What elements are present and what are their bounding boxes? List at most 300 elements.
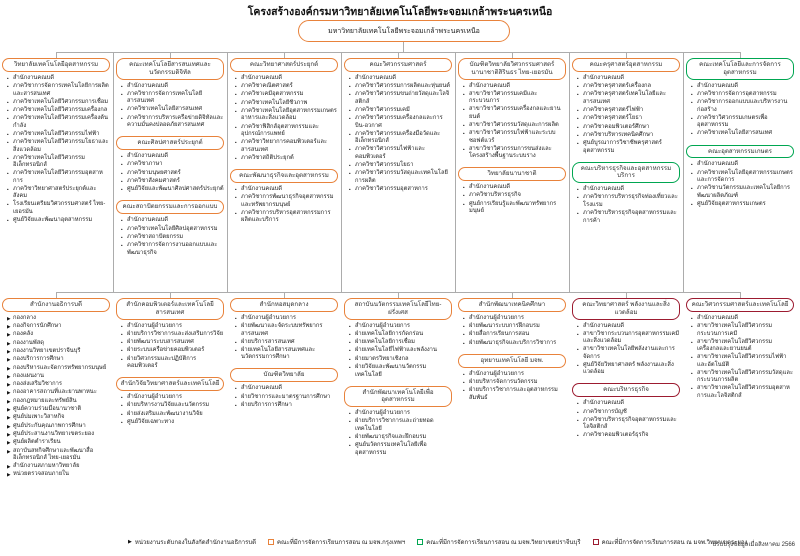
dot-bullet-icon: • [235, 402, 237, 408]
org-unit-label: ศูนย์ประกันคุณภาพการศึกษา [13, 422, 86, 429]
dot-bullet-icon: • [121, 356, 123, 362]
org-unit-item [691, 323, 794, 338]
org-unit-item [577, 91, 680, 106]
org-unit-label: โรงเรียนเตรียมวิศวกรรมศาสตร์ ไทย-เยอรมัน [13, 201, 106, 215]
dot-bullet-icon: • [577, 331, 579, 337]
dot-bullet-icon: • [349, 340, 351, 346]
dot-bullet-icon: • [7, 217, 9, 223]
dot-bullet-icon: • [577, 141, 579, 147]
org-unit-item [691, 315, 794, 323]
dot-bullet-icon: • [349, 116, 351, 122]
dot-bullet-icon: • [349, 75, 351, 81]
dot-bullet-icon: • [691, 370, 693, 376]
org-unit-item [7, 381, 110, 389]
org-unit-item [463, 331, 566, 339]
connector-line [403, 42, 404, 52]
arrow-bullet-icon: ▶ [7, 464, 11, 470]
org-unit-item [235, 155, 338, 163]
org-box: สำนักหอสมุดกลาง [230, 298, 338, 312]
org-unit-label: สำนักงานผู้อำนวยการ [355, 322, 410, 329]
dot-bullet-icon: • [691, 324, 693, 330]
arrow-bullet-icon: ▶ [7, 332, 11, 338]
faculty-column-7 [686, 58, 794, 264]
prachinburi-swatch-icon [417, 539, 423, 545]
org-unit-label: ศูนย์วิจัยอุตสาหกรรมเกษตร [697, 200, 766, 207]
dot-bullet-icon: • [691, 355, 693, 361]
dot-bullet-icon: • [463, 324, 465, 330]
dot-bullet-icon: • [349, 162, 351, 168]
dot-bullet-icon: • [349, 443, 351, 449]
dot-bullet-icon: • [463, 201, 465, 207]
dot-bullet-icon: • [235, 315, 237, 321]
dot-bullet-icon: • [7, 84, 9, 90]
office-column-6 [572, 298, 680, 486]
org-unit-label: สาขาวิชาวิศวกรรมวัสดุและการผลิต [469, 121, 559, 128]
org-unit-label: สำนักงานคณบดี [241, 74, 283, 81]
office-column-4 [344, 298, 452, 486]
org-unit-label: ภาควิชาวิศวกรรมเครื่องมือวัดและอิเล็กทรอนิกส์ [355, 130, 441, 145]
dot-bullet-icon: • [463, 91, 465, 97]
org-unit-item [349, 146, 452, 161]
dot-bullet-icon: • [349, 147, 351, 153]
org-box-units [235, 315, 338, 363]
org-unit-item [121, 153, 224, 161]
dot-bullet-icon: • [349, 186, 351, 192]
arrow-bullet-icon: ▶ [7, 390, 11, 396]
dot-bullet-icon: • [577, 107, 579, 113]
org-unit-item [7, 365, 110, 373]
legend-arrow-entry [128, 537, 256, 547]
org-unit-item [7, 139, 110, 154]
org-box-units [7, 315, 110, 480]
org-unit-label: ฝ่ายพัฒนาระบบการฝึกอบรม [469, 323, 540, 330]
dot-bullet-icon: • [577, 195, 579, 201]
arrow-bullet-icon: ▶ [128, 539, 132, 545]
org-unit-item [577, 210, 680, 225]
org-unit-item [691, 99, 794, 114]
org-unit-item [577, 400, 680, 408]
org-box: คณะพัฒนาธุรกิจและอุตสาหกรรม [230, 169, 338, 183]
arrow-bullet-icon: ▶ [7, 324, 11, 330]
org-unit-item [691, 170, 794, 185]
dot-bullet-icon: • [121, 178, 123, 184]
org-unit-label: ศูนย์ประสานงานวิทยาเขตระยอง [13, 430, 95, 437]
org-unit-item [7, 414, 110, 422]
org-box: สำนักพัฒนาเทคโนโลยีเพื่ออุตสาหกรรม [344, 386, 452, 408]
org-box: สำนักวิจัยวิทยาศาสตร์และเทคโนโลยี [116, 377, 224, 391]
org-unit-item [7, 463, 110, 471]
org-unit-item [349, 347, 452, 355]
org-unit-item [235, 385, 338, 393]
dot-bullet-icon: • [577, 116, 579, 122]
org-unit-item [235, 124, 338, 139]
dot-bullet-icon: • [577, 433, 579, 439]
org-box-units [463, 371, 566, 403]
org-unit-label: ฝ่ายเทคโนโลยีไฟฟ้าและพลังงาน [355, 347, 437, 354]
offices-section [2, 298, 794, 486]
org-unit-item [235, 194, 338, 209]
org-unit-label: ภาควิชาครุศาสตร์ไฟฟ้า [583, 106, 644, 113]
dot-bullet-icon: • [121, 170, 123, 176]
org-unit-item [463, 323, 566, 331]
org-unit-item [577, 362, 680, 377]
org-unit-item [235, 83, 338, 91]
org-box: วิทยาลัยนานาชาติ [458, 167, 566, 181]
org-unit-label: สำนักงานคณบดี [583, 186, 625, 193]
org-unit-item [121, 115, 224, 130]
faculty-column-6 [572, 58, 680, 264]
rayong-swatch-icon [593, 539, 599, 545]
org-unit-item [463, 387, 566, 402]
org-unit-label: ภาควิชาการออกแบบและบริหารงานก่อสร้าง [697, 99, 788, 113]
org-unit-item [235, 108, 338, 123]
org-box-units [235, 186, 338, 225]
dot-bullet-icon: • [121, 348, 123, 354]
office-column-7 [686, 298, 794, 486]
org-box: สถาบันนวัตกรรมเทคโนโลยีไทย-ฝรั่งเศส [344, 298, 452, 320]
org-unit-label: สำนักงานคณบดี [355, 74, 397, 81]
dot-bullet-icon: • [235, 92, 237, 98]
org-unit-label: ภาควิชาวิศวกรรมขนถ่ายวัสดุและโลจิสติกส์ [355, 91, 450, 105]
org-unit-label: ภาควิชาสถิติประยุกต์ [241, 154, 294, 161]
dot-bullet-icon: • [7, 99, 9, 105]
org-unit-item [349, 410, 452, 418]
dot-bullet-icon: • [577, 124, 579, 130]
org-unit-item [463, 340, 566, 348]
dot-bullet-icon: • [7, 186, 9, 192]
org-box: คณะบริหารธุรกิจ [572, 383, 680, 397]
dot-bullet-icon: • [235, 100, 237, 106]
org-unit-label: ศูนย์บูรณาการวิชาชีพครุศาสตร์อุตสาหกรรม [583, 140, 662, 154]
org-unit-item [463, 184, 566, 192]
arrow-bullet-icon: ▶ [7, 440, 11, 446]
org-unit-label: ภาควิชาเทคโนโลยีวิศวกรรมเครื่องต้นกำลัง [13, 115, 108, 129]
legend-entry-bangkok [268, 537, 405, 547]
dot-bullet-icon: • [463, 315, 465, 321]
org-unit-item [463, 130, 566, 145]
org-unit-label: ภาควิชาเทคโนโลยีสารสนเทศ [127, 106, 203, 113]
org-unit-label: กองกิจการนักศึกษา [13, 323, 62, 330]
org-unit-item [7, 83, 110, 98]
dot-bullet-icon: • [349, 107, 351, 113]
dot-bullet-icon: • [463, 122, 465, 128]
org-unit-label: ภาควิชาเทคโนโลยีวิศวกรรมการเชื่อม [13, 98, 109, 105]
org-unit-label: สำนักงานผู้อำนวยการ [355, 410, 410, 417]
org-unit-label: ภาควิชาคอมพิวเตอร์ศึกษา [583, 123, 650, 130]
org-unit-label: ศูนย์บ่มเพาะวิสาหกิจ [13, 414, 65, 421]
org-unit-label: ศูนย์การเรียนรู้และพัฒนาทรัพยากรมนุษย์ [469, 200, 557, 215]
org-unit-item [577, 132, 680, 140]
org-unit-item [463, 379, 566, 387]
org-unit-label: ฝ่ายพัฒนาธุรกิจและบริการวิชาการ [469, 339, 557, 346]
org-unit-item [235, 186, 338, 194]
legend [128, 537, 747, 547]
org-unit-label: สำนักงานคณบดี [127, 217, 169, 224]
dot-bullet-icon: • [349, 331, 351, 337]
org-unit-item [235, 339, 338, 347]
org-unit-item [577, 409, 680, 417]
org-unit-item [121, 91, 224, 106]
org-unit-label: ภาควิชาการจัดการงานออกแบบและพัฒนาธุรกิจ [127, 242, 218, 256]
org-unit-label: สำนักงานสภามหาวิทยาลัย [13, 463, 80, 470]
org-unit-label: ฝ่ายพัฒนาและจัดระบบทรัพยากรสารสนเทศ [241, 323, 323, 337]
org-unit-label: สำนักงานคณบดี [127, 152, 169, 159]
org-unit-item [349, 418, 452, 433]
org-unit-item [121, 226, 224, 234]
org-unit-item [577, 140, 680, 155]
org-unit-item [349, 434, 452, 442]
org-unit-item [691, 83, 794, 91]
org-unit-label: ภาควิชาครุศาสตร์เทคโนโลยีและสารสนเทศ [583, 91, 666, 105]
org-box: คณะวิศวกรรมศาสตร์และเทคโนโลยี [686, 298, 794, 312]
org-unit-label: ฝ่ายเทคโนโลยีสารสนเทศและนวัตกรรมการศึกษา [241, 346, 316, 361]
dot-bullet-icon: • [349, 84, 351, 90]
org-unit-label: ฝ่ายเทคโนโลยีการกัดกร่อน [355, 330, 424, 337]
org-unit-item [7, 406, 110, 414]
org-unit-item [7, 217, 110, 225]
org-unit-label: สาขาวิชาเทคโนโลยีวิศวกรรมวัสดุและกระบวนการผลิต [697, 369, 793, 384]
org-unit-label: ภาควิชาเทคโนโลยีวิศวกรรมอุตสาหการ [13, 170, 103, 184]
org-unit-label: ภาควิชาภาษา [127, 161, 163, 168]
org-unit-label: ภาควิชาวิศวกรรมเคมี [355, 106, 410, 113]
org-unit-item [691, 201, 794, 209]
org-unit-label: สำนักงานผู้อำนวยการ [469, 370, 524, 377]
org-box: คณะอุตสาหกรรมเกษตร [686, 145, 794, 159]
dot-bullet-icon: • [121, 107, 123, 113]
org-unit-item [349, 364, 452, 379]
org-unit-item [7, 373, 110, 381]
dot-bullet-icon: • [349, 434, 351, 440]
org-unit-item [577, 115, 680, 123]
org-unit-item [691, 339, 794, 354]
org-unit-item [235, 402, 338, 410]
org-unit-label: ภาควิชาวิศวกรรมวัสดุและเทคโนโลยีการผลิต [355, 170, 448, 184]
org-unit-label: สำนักงานคณบดี [241, 185, 283, 192]
dot-bullet-icon: • [235, 186, 237, 192]
org-unit-item [349, 170, 452, 185]
dot-bullet-icon: • [463, 146, 465, 152]
org-unit-item [121, 419, 224, 427]
org-box: คณะเทคโนโลยีสารสนเทศและนวัตกรรมดิจิทัล [116, 58, 224, 80]
org-unit-item [235, 394, 338, 402]
org-unit-item [463, 91, 566, 106]
dot-bullet-icon: • [691, 91, 693, 97]
org-unit-label: สำนักงานคณบดี [697, 314, 739, 321]
university-root-box: มหาวิทยาลัยเทคโนโลยีพระจอมเกล้าพระนครเหนือ [298, 20, 510, 42]
org-unit-label: ภาควิชาเทคโนโลยีอุตสาหกรรมเกษตรอาหารและสิ่งแวดล้อม [241, 107, 337, 122]
org-unit-label: กองคลัง [13, 331, 34, 338]
org-unit-label: ภาควิชาเทคโนโลยีวิศวกรรมโยธาและสิ่งแวดล้อม [13, 139, 109, 153]
org-unit-label: สาขาวิชาเทคโนโลยีวิศวกรรมไฟฟ้าและอัตโนมัติ [697, 354, 787, 368]
org-unit-item [349, 75, 452, 83]
org-unit-item [463, 106, 566, 121]
org-unit-item [235, 100, 338, 108]
org-unit-item [577, 194, 680, 209]
dot-bullet-icon: • [463, 107, 465, 113]
org-unit-label: สำนักงานคณบดี [469, 82, 511, 89]
org-unit-label: ภาควิชาวิทยาศาสตร์ประยุกต์และสังคม [13, 185, 97, 200]
org-box: สำนักงานอธิการบดี [2, 298, 110, 312]
dot-bullet-icon: • [691, 201, 693, 207]
org-unit-label: ภาควิชาเทคโนโลยีชีวภาพ [241, 99, 308, 106]
org-box: วิทยาลัยเทคโนโลยีอุตสาหกรรม [2, 58, 110, 72]
org-unit-item [691, 370, 794, 385]
dot-bullet-icon: • [349, 356, 351, 362]
org-unit-label: กองบริการการศึกษา [13, 356, 64, 363]
arrow-bullet-icon: ▶ [7, 423, 11, 429]
org-unit-label: กองแผนงาน [13, 372, 44, 379]
legend-entry-label: คณะที่มีการจัดการเรียนการสอน ณ มจพ.กรุงเทพฯ [277, 540, 406, 546]
org-unit-label: ภาควิชาสถาปัตยกรรม [127, 233, 184, 240]
org-unit-item [577, 417, 680, 432]
dot-bullet-icon: • [121, 340, 123, 346]
org-unit-label: ฝ่ายบริการวิชาการและส่งเสริมการวิจัย [127, 330, 224, 337]
dot-bullet-icon: • [121, 234, 123, 240]
org-unit-label: สาขาวิชาวิศวกรรมการขนส่งและโครงสร้างพื้นฐานระบบราง [469, 145, 552, 160]
arrow-bullet-icon: ▶ [7, 382, 11, 388]
org-unit-label: ภาควิชาครุศาสตร์เครื่องกล [583, 83, 652, 90]
org-unit-item [691, 91, 794, 99]
dot-bullet-icon: • [235, 140, 237, 146]
org-unit-item [121, 161, 224, 169]
chart-title: โครงสร้างองค์กรมหาวิทยาลัยเทคโนโลยีพระจอมเกล้าพระนครเหนือ [247, 6, 553, 18]
arrow-bullet-icon: ▶ [7, 340, 11, 346]
org-box-units [235, 385, 338, 410]
dot-bullet-icon: • [691, 186, 693, 192]
org-unit-label: ฝ่ายสื่อการเรียนการสอน [469, 331, 530, 338]
org-box-units [577, 323, 680, 378]
org-unit-label: ศูนย์วิจัยและพัฒนาอุตสาหกรรม [13, 216, 93, 223]
org-unit-item [349, 91, 452, 106]
legend-entry-prachinburi [417, 537, 580, 547]
org-unit-item [7, 340, 110, 348]
org-unit-label: สาขาวิชาวิศวกรรมเครื่องกลและยานยนต์ [469, 106, 561, 120]
dot-bullet-icon: • [577, 347, 579, 353]
org-unit-item [349, 323, 452, 331]
dot-bullet-icon: • [121, 403, 123, 409]
org-unit-item [7, 170, 110, 185]
org-box: บัณฑิตวิทยาลัยวิศวกรรมศาสตร์นานาชาติสิรินธร ไทย-เยอรมัน [458, 58, 566, 80]
org-unit-label: ภาควิชาการจัดการเทคโนโลยีสารสนเทศ [127, 90, 203, 105]
dot-bullet-icon: • [7, 140, 9, 146]
org-unit-item [121, 411, 224, 419]
org-unit-label: สำนักงานคณบดี [13, 74, 55, 81]
org-unit-label: ภาควิชาบริหารธุรกิจอุตสาหกรรมและการค้า [583, 210, 677, 224]
org-unit-label: ฝ่ายบริหารจัดการนวัตกรรม [469, 378, 538, 385]
org-unit-item [235, 75, 338, 83]
org-unit-item [349, 339, 452, 347]
org-unit-item [7, 431, 110, 439]
org-unit-label: หน่วยตรวจสอบภายใน [13, 471, 69, 478]
org-unit-label: ภาควิชาการบัญชี [583, 408, 627, 415]
dot-bullet-icon: • [463, 193, 465, 199]
org-unit-label: สำนักงานคณบดี [127, 82, 169, 89]
office-column-2 [116, 298, 224, 486]
org-unit-item [7, 331, 110, 339]
org-unit-label: ภาควิชาการบริหารธุรกิจท่องเที่ยวและโรงแรม [583, 194, 678, 208]
dot-bullet-icon: • [691, 386, 693, 392]
arrow-bullet-icon: ▶ [7, 448, 11, 454]
org-box: คณะวิทยาศาสตร์ พลังงานและสิ่งแวดล้อม [572, 298, 680, 320]
faculty-column-2 [116, 58, 224, 264]
org-unit-item [463, 146, 566, 161]
org-unit-item [7, 439, 110, 447]
arrow-bullet-icon: ▶ [7, 315, 11, 321]
org-unit-item [349, 131, 452, 146]
dot-bullet-icon: • [121, 187, 123, 193]
org-unit-item [577, 346, 680, 361]
office-column-1 [2, 298, 110, 486]
org-unit-label: ภาควิชานวัตกรรมและเทคโนโลยีการพัฒนาผลิตภัณฑ์ [697, 185, 791, 199]
dot-bullet-icon: • [121, 331, 123, 337]
org-unit-label: สาขาวิชาเทคโนโลยีพลังงานและการจัดการ [583, 346, 675, 360]
dot-bullet-icon: • [121, 419, 123, 425]
dot-bullet-icon: • [463, 332, 465, 338]
org-unit-label: ศูนย์ความร่วมมือนานาชาติ [13, 406, 82, 413]
dot-bullet-icon: • [7, 75, 9, 81]
dot-bullet-icon: • [121, 323, 123, 329]
org-unit-label: กองส่งเสริมวิชาการ [13, 381, 62, 388]
org-box-units [463, 184, 566, 216]
dot-bullet-icon: • [235, 339, 237, 345]
org-unit-label: ภาควิชาเทคโนโลยีวิศวกรรมอิเล็กทรอนิกส์ [13, 154, 85, 169]
arrow-bullet-icon: ▶ [7, 472, 11, 478]
org-unit-item [691, 185, 794, 200]
dot-bullet-icon: • [691, 83, 693, 89]
org-unit-label: สาขาวิชาวิศวกรรมเคมีและกระบวนการ [469, 90, 538, 105]
org-unit-item [7, 315, 110, 323]
org-unit-label: ภาควิชาวิทยาการคอมพิวเตอร์และสารสนเทศ [241, 139, 328, 153]
org-unit-label: ภาควิชาวิศวกรรมโยธา [355, 161, 414, 168]
dot-bullet-icon: • [235, 194, 237, 200]
dot-bullet-icon: • [463, 185, 465, 191]
org-box-units [577, 400, 680, 440]
org-unit-label: ศูนย์วิจัยเฉพาะทาง [127, 418, 175, 425]
org-unit-label: กองกฎหมายและทรัพย์สิน [13, 397, 77, 404]
org-unit-item [349, 115, 452, 130]
org-unit-item [121, 106, 224, 114]
org-unit-label: สำนักงานผู้อำนวยการ [469, 314, 524, 321]
org-box-units [349, 75, 452, 194]
org-unit-label: ภาควิชาการพัฒนาธุรกิจอุตสาหกรรมและทรัพยากรมนุษย์ [241, 193, 334, 208]
org-unit-item [7, 398, 110, 406]
org-unit-item [121, 394, 224, 402]
org-unit-label: สำนักงานคณบดี [583, 74, 625, 81]
org-unit-item [121, 356, 224, 371]
org-box-units [7, 75, 110, 225]
org-unit-label: ภาควิชาเทคโนโลยีอุตสาหกรรมเกษตรและการจัดการ [697, 169, 793, 184]
org-unit-item [121, 347, 224, 355]
arrow-bullet-icon: ▶ [7, 431, 11, 437]
org-unit-label: สาขาวิชาเทคโนโลยีวิศวกรรมกระบวนการเคมี [697, 323, 773, 337]
org-unit-item [7, 107, 110, 115]
org-unit-label: สำนักงานคณบดี [469, 184, 511, 191]
update-note: ปรับปรุงข้อมูลเมื่อสิงหาคม 2566 [712, 542, 795, 548]
org-box-units [235, 75, 338, 163]
org-unit-label: สำนักงานคณบดี [241, 385, 283, 392]
org-unit-label: สำนักงานคณบดี [697, 82, 739, 89]
org-box-units [691, 315, 794, 401]
dot-bullet-icon: • [235, 155, 237, 161]
dot-bullet-icon: • [577, 323, 579, 329]
org-unit-label: สาขาวิชาวิศวกรรมไฟฟ้าและระบบซอฟต์แวร์ [469, 130, 556, 144]
org-box-units [463, 83, 566, 162]
org-box: คณะบริหารธุรกิจและอุตสาหกรรมบริการ [572, 162, 680, 184]
arrow-bullet-icon: ▶ [7, 415, 11, 421]
org-unit-item [577, 107, 680, 115]
dot-bullet-icon: • [121, 83, 123, 89]
org-box: คณะศิลปศาสตร์ประยุกต์ [116, 136, 224, 150]
